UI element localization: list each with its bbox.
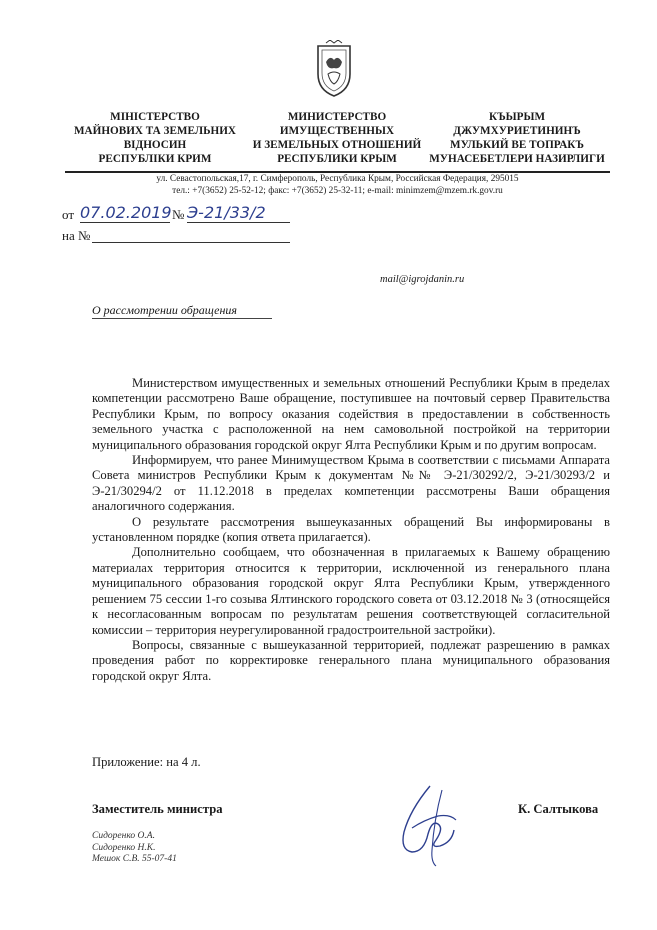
contacts-line: тел.: +7(3652) 25-52-12; факс: +7(3652) 25-32-11; e-mail: minimzem@mzem.rk.gov.ru [172,186,503,196]
paragraph: Вопросы, связанные с вышеуказанной территорией, подлежат разрешению в рамках проведения работ по корректировке генерального плана муниципального образования городской округ Ялта. [92,637,610,683]
ref-number: Э-21/33/2 [187,203,290,223]
header-ukr-line: МІНІСТЕРСТВО [110,111,200,123]
header-rus-line: РЕСПУБЛИКИ КРЫМ [277,153,397,165]
header-crh-line: КЪЫРЫМ [488,111,546,123]
signatory-name: К. Салтыкова [518,802,599,816]
handwritten-signature [390,780,470,870]
paragraph: Информируем, что ранее Минимуществом Крыма в соответствии с письмами Аппарата Совета министров Республики Крым к документам №№ Э-21/30292/2, Э-21/30293/2 и Э-21/30294/2 от 11.12.2018 в пределах компетенции рассмотрены Ваши обращения аналогичного содержания. [92,453,610,514]
ref-from-label: от [62,207,75,222]
header-crh-line: МУЛЬКИЙ ВЕ ТОПРАКЪ [450,139,584,151]
header-crh-line: МУНАСЕБЕТЛЕРИ НАЗИРЛИГИ [429,153,605,165]
letter-body [92,376,610,684]
paragraph: Дополнительно сообщаем, что обозначенная в прилагаемых к Вашему обращению материалах территория относится к территории, исключенной из генерального плана муниципального образования городской округ Ялта Республики Крым, утвержденного решением 75 сессии 1-го созыва Ялтинского городского совета от 03.12.2018 № 3 (относящейся к несогласованным вопросам по результатам решения соответствующей согласительной комиссии – территория неурегулированной градостроительной застройки). [92,545,610,637]
header-ukrainian [65,110,245,166]
header-ukr-line: МАЙНОВИХ ТА ЗЕМЕЛЬНИХ [73,125,237,137]
ref-date: 07.02.2019 [80,203,172,222]
address-block [65,171,610,197]
ref-to-label: на № [62,228,91,243]
header-crh-line: ДЖУМХУРИЕТИНИНЪ [453,125,581,137]
executor: Мешок С.В. 55-07-41 [92,854,177,864]
executor: Сидоренко О.А. [92,831,155,841]
header-rus-line: ИМУЩЕСТВЕННЫХ [279,125,395,137]
paragraph: О результате рассмотрения вышеуказанных обращений Вы информированы в установленном порядке (копия ответа прилагается). [92,514,610,545]
header-crimean-tatar [428,110,606,166]
subject: О рассмотрении обращения [92,303,238,317]
header-ukr-line: ВІДНОСИН [123,139,187,151]
executors-block [92,831,177,866]
paragraph: Министерством имущественных и земельных отношений Республики Крым в пределах компетенции рассмотрено Ваше обращение, поступившее на почтовый сервер Правительства Республики Крым, по вопросу оказания содействия в предоставлении в собственность земельного участка с расположенной на нем самовольной постройкой на территории муниципального образования городской округ Ялта Республики Крым и по другим вопросам. [92,376,610,452]
ref-to-underline [92,242,290,243]
header-ukr-line: РЕСПУБЛІКИ КРИМ [98,153,212,165]
executor: Сидоренко Н.К. [92,842,156,853]
header-russian [248,110,426,166]
ref-number-sign: № [172,207,185,222]
header-rus-line: И ЗЕМЕЛЬНЫХ ОТНОШЕНИЙ [252,139,422,151]
recipient-email: mail@igrojdanin.ru [380,274,465,285]
header-rus-line: МИНИСТЕРСТВО [287,111,387,123]
address-line: ул. Севастопольская,17, г. Симферополь, Республика Крым, Российская Федерация, 295015 [156,174,519,184]
coat-of-arms-emblem [312,40,356,98]
signatory-title: Заместитель министра [92,802,223,816]
subject-underline [92,318,272,319]
annex: Приложение: на 4 л. [92,755,201,769]
